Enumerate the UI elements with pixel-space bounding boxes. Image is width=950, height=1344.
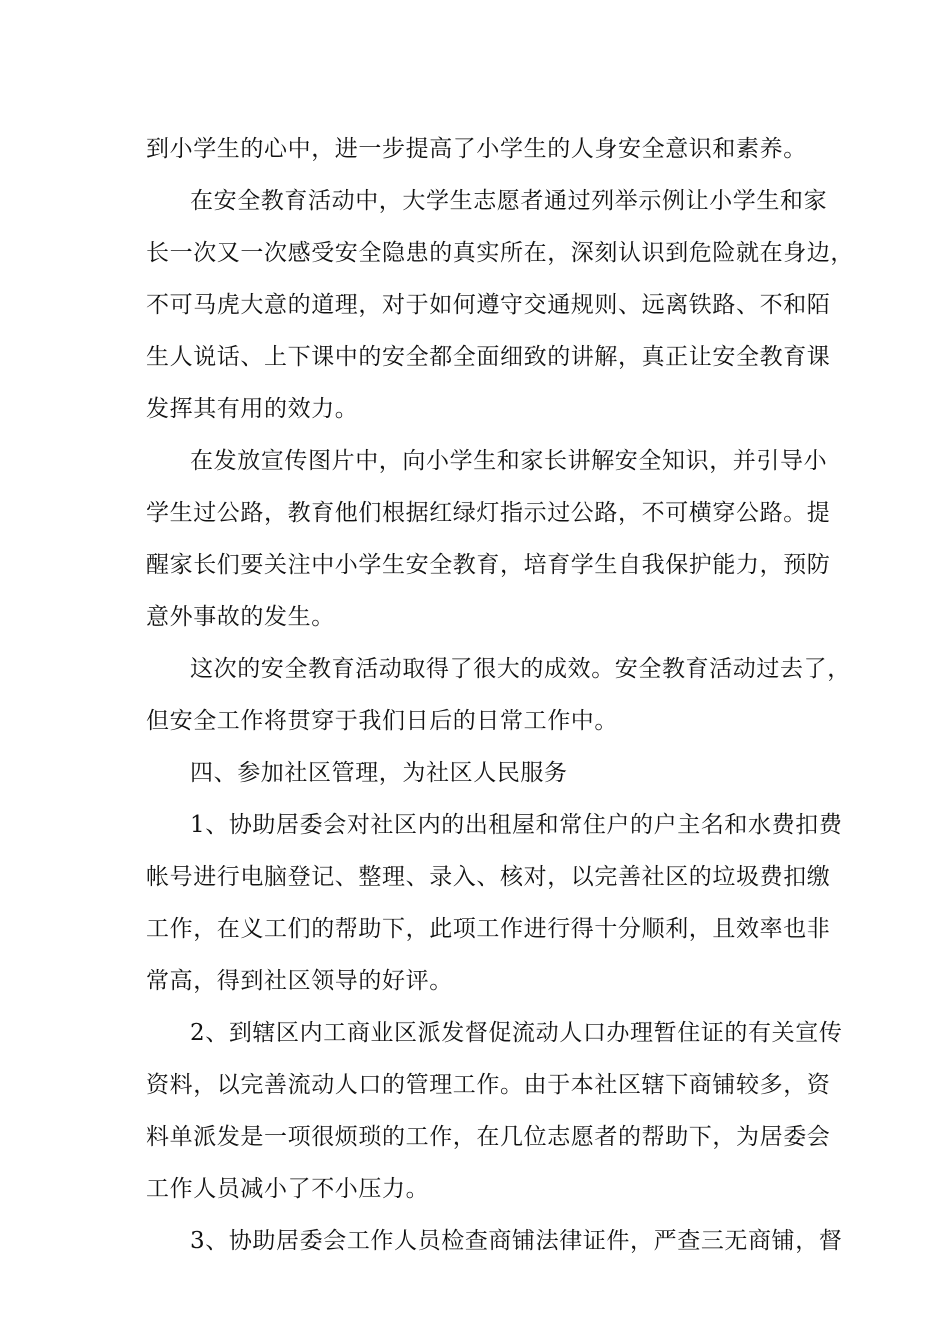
paragraph-first-line: 在安全教育活动中，大学生志愿者通过列举示例让小学生和家 xyxy=(190,188,828,214)
text-line: 但安全工作将贯穿于我们日后的日常工作中。 xyxy=(146,708,618,734)
text-line: 料单派发是一项很烦琐的工作，在几位志愿者的帮助下，为居委会 xyxy=(146,1124,831,1150)
text-line: 帐号进行电脑登记、整理、录入、核对，以完善社区的垃圾费扣缴 xyxy=(146,864,831,890)
text-line: 意外事故的发生。 xyxy=(146,604,335,630)
section-heading: 四、参加社区管理，为社区人民服务 xyxy=(190,760,568,786)
paragraph-first-line: 在发放宣传图片中，向小学生和家长讲解安全知识，并引导小 xyxy=(190,448,828,474)
text-line: 不可马虎大意的道理，对于如何遵守交通规则、远离铁路、不和陌 xyxy=(146,292,831,318)
text-line: 资料，以完善流动人口的管理工作。由于本社区辖下商铺较多，资 xyxy=(146,1072,831,1098)
paragraph-first-line: 这次的安全教育活动取得了很大的成效。安全教育活动过去了， xyxy=(190,656,851,682)
text-line: 学生过公路，教育他们根据红绿灯指示过公路，不可横穿公路。提 xyxy=(146,500,831,526)
text-line: 醒家长们要关注中小学生安全教育，培育学生自我保护能力，预防 xyxy=(146,552,831,578)
text-line: 常高，得到社区领导的好评。 xyxy=(146,968,453,994)
paragraph-first-line: 3、协助居委会工作人员检查商铺法律证件，严查三无商铺，督 xyxy=(190,1228,843,1254)
paragraph-first-line: 2、到辖区内工商业区派发督促流动人口办理暂住证的有关宣传 xyxy=(190,1020,843,1046)
text-line: 生人说话、上下课中的安全都全面细致的讲解，真正让安全教育课 xyxy=(146,344,831,370)
text-line: 发挥其有用的效力。 xyxy=(146,396,359,422)
text-line: 长一次又一次感受安全隐患的真实所在，深刻认识到危险就在身边， xyxy=(146,240,854,266)
text-line: 工作人员减小了不小压力。 xyxy=(146,1176,430,1202)
text-line: 工作，在义工们的帮助下，此项工作进行得十分顺利，且效率也非 xyxy=(146,916,831,942)
text-line: 到小学生的心中，进一步提高了小学生的人身安全意识和素养。 xyxy=(146,136,807,162)
paragraph-first-line: 1、协助居委会对社区内的出租屋和常住户的户主名和水费扣费 xyxy=(190,812,843,838)
